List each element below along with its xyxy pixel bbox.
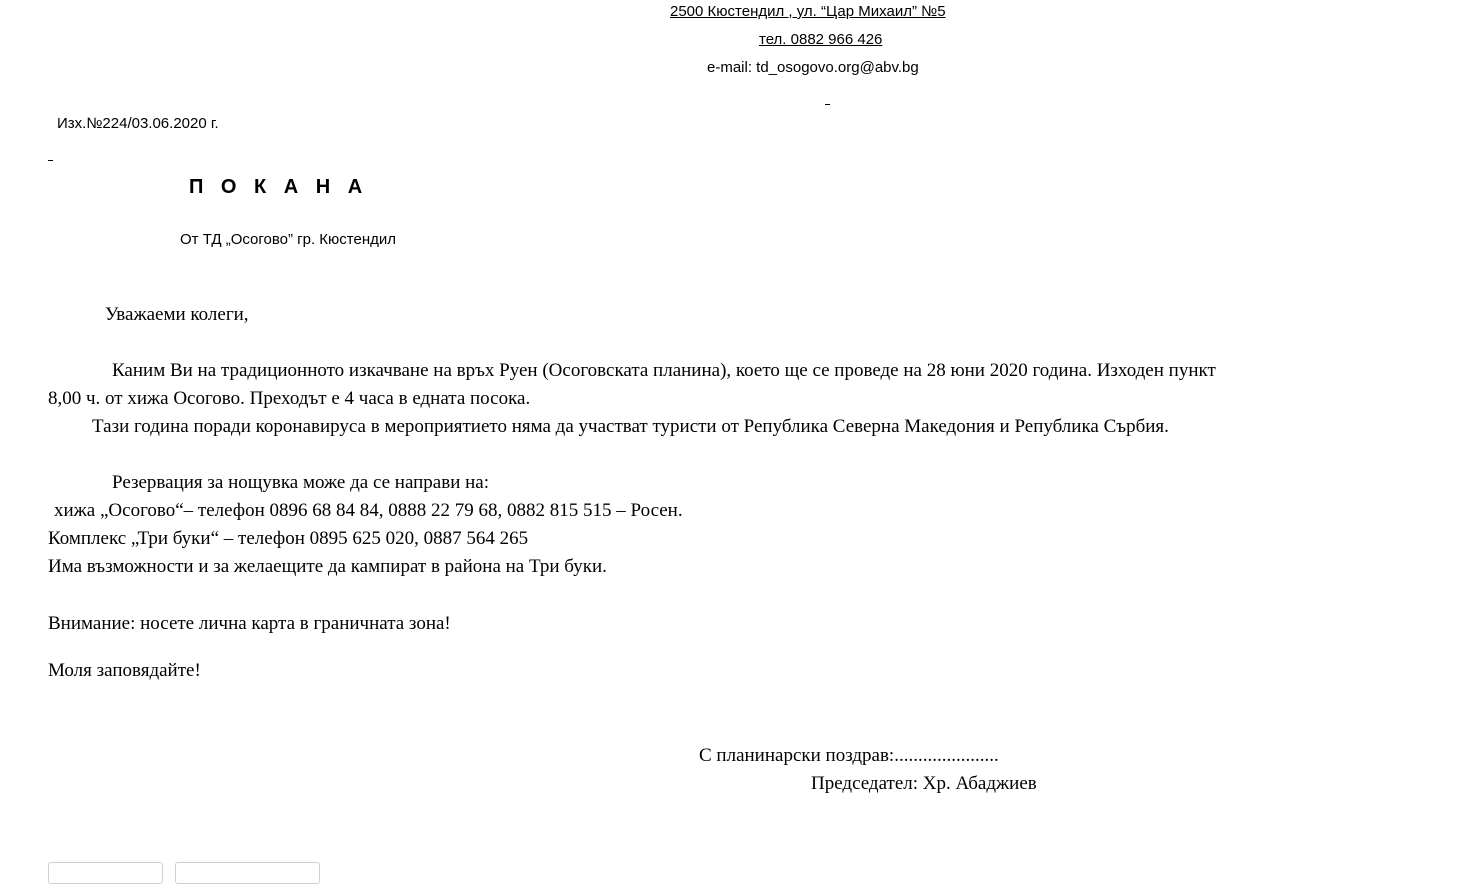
reservation-intro: Резервация за нощувка може да се направи на: xyxy=(112,472,490,493)
bottom-tab-1[interactable] xyxy=(48,862,163,884)
welcome-text: Моля заповядайте! xyxy=(48,660,201,681)
document-title: П О К А Н А xyxy=(189,176,369,198)
reservation-camping: Има възможности и за желаещите да кампират в района на Три буки. xyxy=(48,556,607,577)
warning-text: Внимание: носете лична карта в граничната зона! xyxy=(48,613,451,634)
greeting: Уважаеми колеги, xyxy=(105,304,249,325)
body-line-3: Тази година поради коронавируса в мероприятието няма да участват туристи от Република Северна Македония и Република Сърбия. xyxy=(92,416,1169,437)
ref-dash-mark xyxy=(48,160,53,161)
header-address[interactable]: 2500 Кюстендил , ул. “Цар Михаил” №5 xyxy=(670,3,946,20)
header-email: e-mail: td_osogovo.org@abv.bg xyxy=(707,59,919,76)
body-line-2: 8,00 ч. от хижа Осогово. Преходът е 4 часа в едната посока. xyxy=(48,388,531,409)
reservation-hut: хижа „Осогово“– телефон 0896 68 84 84, 0888 22 79 68, 0882 815 515 – Росен. xyxy=(54,500,683,521)
header-phone[interactable]: тел. 0882 966 426 xyxy=(759,31,883,48)
reservation-complex: Комплекс „Три буки“ – телефон 0895 625 020, 0887 564 265 xyxy=(48,528,529,549)
signature-chair: Председател: Хр. Абаджиев xyxy=(811,773,1037,794)
bottom-tab-2[interactable] xyxy=(175,862,320,884)
body-line-1: Каним Ви на традиционното изкачване на връх Руен (Осоговската планина), което ще се проведе на 28 юни 2020 година. Изходен пункт xyxy=(112,360,1216,381)
ref-number: Изх.№224/03.06.2020 г. xyxy=(57,115,219,132)
signature-greeting: С планинарски поздрав:...................... xyxy=(699,745,999,766)
header-dash-mark xyxy=(825,104,830,105)
from-line: От ТД „Осогово” гр. Кюстендил xyxy=(180,231,397,248)
